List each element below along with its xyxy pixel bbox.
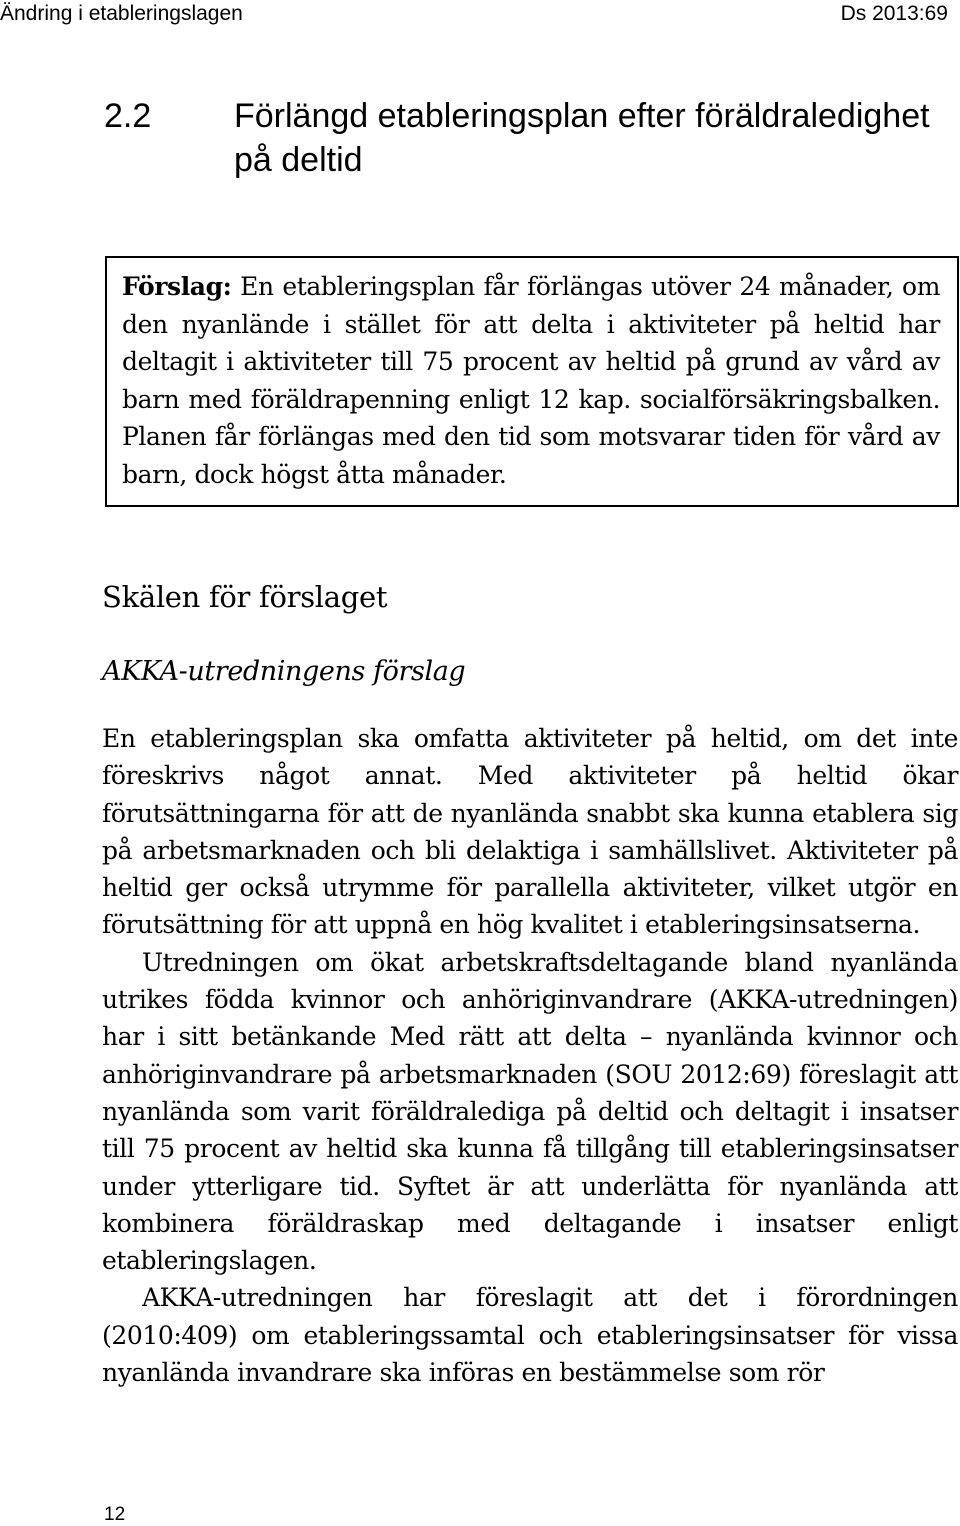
running-header-document-id: Ds 2013:69 <box>840 2 948 25</box>
proposal-text <box>122 268 940 493</box>
section-title: Förlängd etableringsplan efter föräldraledighet på deltid <box>234 97 930 179</box>
body-text <box>102 720 958 1391</box>
body-paragraph: En etableringsplan ska omfatta aktiviteter på heltid, om det inte föreskrivs något annat. Med aktiviteter på heltid ökar förutsättningarna för att de nyanlända snabbt ska kunna etablera sig på arbetsmarknaden och bli delaktiga i samhällslivet. Aktiviteter på heltid ger också utrymme för parallella aktiviteter, vilket utgör en förutsättning för att uppnå en hög kvalitet i etableringsinsatserna. <box>102 724 958 940</box>
proposal-label: Förslag: <box>122 272 232 301</box>
body-paragraph: Utredningen om ökat arbetskraftsdeltagande bland nyanlända utrikes födda kvinnor och anhöriginvandrare (AKKA-utredningen) har i sitt betänkande Med rätt att delta – nyanlända kvinnor och anhöriginvandrare på arbetsmarknaden (SOU 2012:69) föreslagit att nyanlända som varit föräldralediga på deltid och deltagit i insatser till 75 procent av heltid ska kunna få tillgång till etableringsinsatser under ytterligare tid. Syftet är att underlätta för nyanlända att kombinera föräldraskap med deltagande i insatser enligt etableringslagen. <box>102 947 958 1276</box>
running-header-title: Ändring i etableringslagen <box>0 2 243 25</box>
section-number: 2.2 <box>104 97 152 135</box>
body-paragraph: AKKA-utredningen har föreslagit att det i förordningen (2010:409) om etableringssamtal och etableringsinsatser för vissa nyanlända invandrare ska införas en bestämmelse som rör <box>102 1283 958 1388</box>
page-number: 12 <box>104 1504 126 1525</box>
reasons-heading: Skälen för förslaget <box>102 580 388 614</box>
reasons-subheading: AKKA-utredningens förslag <box>102 656 466 687</box>
proposal-body: En etableringsplan får förlängas utöver 24 månader, om den nyanlände i stället för att delta i aktiviteter på heltid har deltagit i aktiviteter till 75 procent av heltid på grund av vård av barn med föräldrapenning enligt 12 kap. socialförsäkringsbalken. Planen får förlängas med den tid som motsvarar tiden för vård av barn, dock högst åtta månader. <box>122 272 940 489</box>
